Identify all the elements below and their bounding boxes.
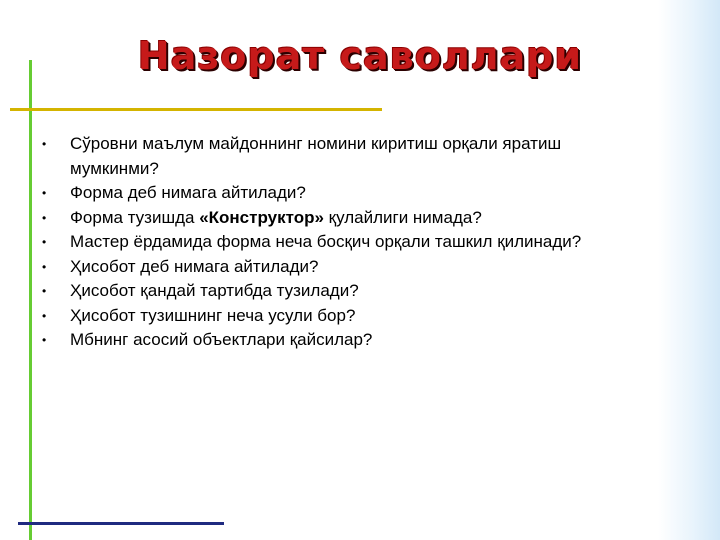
navy-horizontal-rule	[18, 522, 224, 525]
bullet-icon: •	[42, 137, 47, 151]
list-item	[40, 206, 640, 231]
gold-horizontal-rule	[10, 108, 382, 111]
bullet-icon: •	[42, 333, 47, 347]
question-text: Мастер ёрдамида форма неча босқич орқали ташкил қилинади?	[70, 232, 582, 251]
question-text-prefix: Форма тузишда	[70, 207, 200, 227]
question-text-suffix: қулайлиги нимада?	[323, 207, 482, 227]
question-text: Сўровни маълум майдоннинг номини киритиш орқали яратиш мумкинми?	[70, 134, 562, 178]
bullet-icon: •	[42, 235, 47, 249]
question-text: Мбнинг асосий объектлари қайсилар?	[70, 330, 373, 349]
question-text-bold: «Конструктор»	[199, 207, 324, 227]
slide-title: Назорат саволлари	[137, 34, 583, 78]
question-text: Ҳисобот тузишнинг неча усули бор?	[70, 305, 356, 325]
bullet-icon: •	[42, 210, 47, 225]
list-item	[40, 230, 640, 255]
green-vertical-rule	[29, 60, 32, 540]
list-item	[40, 328, 640, 353]
question-list	[40, 132, 640, 353]
bullet-icon: •	[42, 284, 47, 298]
bullet-icon: •	[42, 259, 47, 274]
list-item	[40, 255, 640, 280]
bullet-icon: •	[42, 186, 47, 200]
list-item	[40, 279, 640, 304]
right-edge-gradient	[658, 0, 720, 540]
question-text: Ҳисобот деб нимага айтилади?	[70, 256, 319, 276]
list-item	[40, 132, 640, 181]
list-item	[40, 304, 640, 329]
question-text: Ҳисобот қандай тартибда тузилади?	[70, 281, 359, 300]
question-text: Форма деб нимага айтилади?	[70, 183, 306, 202]
list-item	[40, 181, 640, 206]
bullet-icon: •	[42, 308, 47, 323]
